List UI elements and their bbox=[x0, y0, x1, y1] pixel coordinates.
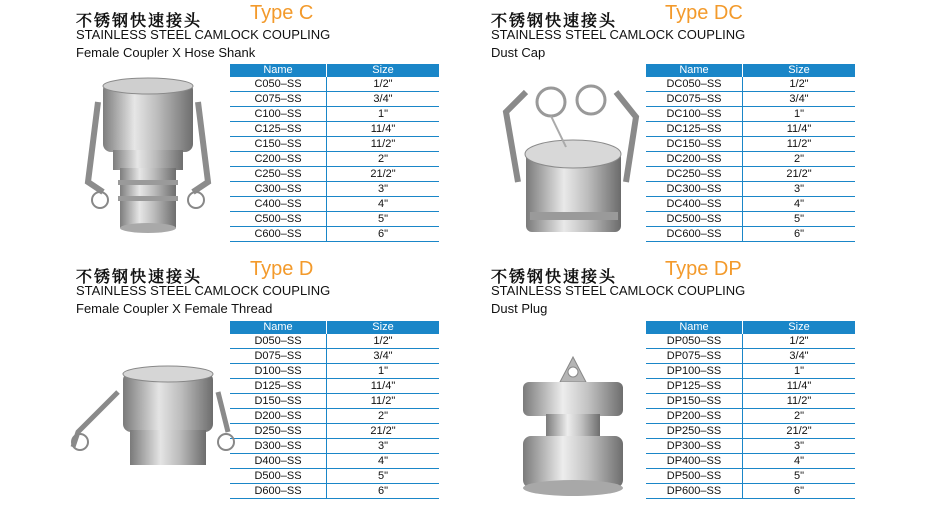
col-header-size: Size bbox=[743, 321, 856, 334]
model-name-cell: DP600–SS bbox=[646, 484, 743, 499]
size-cell: 1/2" bbox=[327, 77, 440, 92]
table-row bbox=[646, 349, 855, 364]
table-row bbox=[646, 424, 855, 439]
size-cell: 3/4" bbox=[327, 349, 440, 364]
type-dp-dust-plug-image bbox=[508, 352, 638, 502]
table-row bbox=[230, 152, 439, 167]
size-cell: 3" bbox=[743, 439, 856, 454]
table-row bbox=[646, 92, 855, 107]
section-c-cn-title: 不锈钢快速接头 bbox=[76, 11, 203, 30]
table-row bbox=[230, 424, 439, 439]
size-cell: 3/4" bbox=[327, 92, 440, 107]
table-row bbox=[230, 349, 439, 364]
table-row bbox=[230, 77, 439, 92]
table-row bbox=[646, 77, 855, 92]
size-cell: 21/2" bbox=[743, 424, 856, 439]
model-name-cell: DC250–SS bbox=[646, 167, 743, 182]
model-name-cell: DP250–SS bbox=[646, 424, 743, 439]
table-row bbox=[646, 364, 855, 379]
table-row bbox=[646, 182, 855, 197]
size-cell: 2" bbox=[743, 152, 856, 167]
size-cell: 3" bbox=[327, 182, 440, 197]
model-name-cell: DP075–SS bbox=[646, 349, 743, 364]
spec-table-c bbox=[230, 64, 439, 242]
size-cell: 1/2" bbox=[743, 334, 856, 349]
section-dp-desc: Dust Plug bbox=[491, 301, 548, 316]
section-c-type: Type C bbox=[250, 2, 314, 24]
section-d-type: Type D bbox=[250, 258, 314, 280]
model-name-cell: D500–SS bbox=[230, 469, 327, 484]
table-row bbox=[230, 334, 439, 349]
table-row bbox=[230, 379, 439, 394]
table-row bbox=[646, 469, 855, 484]
table-row bbox=[230, 469, 439, 484]
model-name-cell: DC600–SS bbox=[646, 227, 743, 242]
model-name-cell: DC400–SS bbox=[646, 197, 743, 212]
col-header-name: Name bbox=[646, 64, 743, 77]
col-header-name: Name bbox=[646, 321, 743, 334]
table-row bbox=[646, 107, 855, 122]
section-dc-desc: Dust Cap bbox=[491, 45, 546, 60]
table-row bbox=[230, 439, 439, 454]
section-dc-type: Type DC bbox=[665, 2, 743, 24]
table-row bbox=[230, 212, 439, 227]
section-d-cn-title: 不锈钢快速接头 bbox=[76, 267, 203, 286]
table-row bbox=[230, 227, 439, 242]
table-row bbox=[646, 409, 855, 424]
table-row bbox=[646, 379, 855, 394]
size-cell: 11/2" bbox=[743, 137, 856, 152]
model-name-cell: DP500–SS bbox=[646, 469, 743, 484]
type-c-coupling-image bbox=[78, 72, 228, 242]
table-row bbox=[646, 122, 855, 137]
size-cell: 6" bbox=[743, 484, 856, 499]
table-row bbox=[230, 409, 439, 424]
table-row bbox=[230, 107, 439, 122]
size-cell: 1" bbox=[327, 364, 440, 379]
model-name-cell: DC075–SS bbox=[646, 92, 743, 107]
size-cell: 1" bbox=[743, 107, 856, 122]
table-row bbox=[646, 212, 855, 227]
size-cell: 21/2" bbox=[743, 167, 856, 182]
model-name-cell: D125–SS bbox=[230, 379, 327, 394]
section-d-desc: Female Coupler X Female Thread bbox=[76, 301, 273, 316]
table-row bbox=[230, 197, 439, 212]
model-name-cell: DC300–SS bbox=[646, 182, 743, 197]
model-name-cell: DP400–SS bbox=[646, 454, 743, 469]
table-row bbox=[646, 137, 855, 152]
model-name-cell: DC125–SS bbox=[646, 122, 743, 137]
model-name-cell: DP200–SS bbox=[646, 409, 743, 424]
section-c-desc: Female Coupler X Hose Shank bbox=[76, 45, 256, 60]
table-row bbox=[230, 454, 439, 469]
section-dc-subtitle: STAINLESS STEEL CAMLOCK COUPLING bbox=[491, 27, 746, 42]
section-dp-type: Type DP bbox=[665, 258, 742, 280]
model-name-cell: DC100–SS bbox=[646, 107, 743, 122]
size-cell: 5" bbox=[327, 212, 440, 227]
size-cell: 11/4" bbox=[743, 379, 856, 394]
size-cell: 21/2" bbox=[327, 424, 440, 439]
size-cell: 3" bbox=[743, 182, 856, 197]
table-row bbox=[646, 334, 855, 349]
model-name-cell: D150–SS bbox=[230, 394, 327, 409]
model-name-cell: DC050–SS bbox=[646, 77, 743, 92]
model-name-cell: D200–SS bbox=[230, 409, 327, 424]
size-cell: 11/2" bbox=[327, 137, 440, 152]
size-cell: 21/2" bbox=[327, 167, 440, 182]
table-row bbox=[230, 137, 439, 152]
model-name-cell: D075–SS bbox=[230, 349, 327, 364]
table-row bbox=[646, 152, 855, 167]
model-name-cell: D250–SS bbox=[230, 424, 327, 439]
size-cell: 2" bbox=[743, 409, 856, 424]
table-row bbox=[646, 197, 855, 212]
table-row bbox=[646, 394, 855, 409]
size-cell: 5" bbox=[743, 469, 856, 484]
table-row bbox=[646, 484, 855, 499]
model-name-cell: DP150–SS bbox=[646, 394, 743, 409]
size-cell: 5" bbox=[327, 469, 440, 484]
size-cell: 4" bbox=[743, 454, 856, 469]
size-cell: 4" bbox=[327, 454, 440, 469]
model-name-cell: D100–SS bbox=[230, 364, 327, 379]
model-name-cell: C200–SS bbox=[230, 152, 327, 167]
model-name-cell: DP125–SS bbox=[646, 379, 743, 394]
col-header-size: Size bbox=[743, 64, 856, 77]
type-d-coupling-image bbox=[68, 352, 238, 472]
table-row bbox=[230, 182, 439, 197]
table-row bbox=[646, 439, 855, 454]
size-cell: 11/4" bbox=[327, 122, 440, 137]
size-cell: 3" bbox=[327, 439, 440, 454]
model-name-cell: DC500–SS bbox=[646, 212, 743, 227]
size-cell: 11/2" bbox=[743, 394, 856, 409]
size-cell: 2" bbox=[327, 152, 440, 167]
model-name-cell: C400–SS bbox=[230, 197, 327, 212]
size-cell: 11/4" bbox=[327, 379, 440, 394]
model-name-cell: D050–SS bbox=[230, 334, 327, 349]
model-name-cell: C050–SS bbox=[230, 77, 327, 92]
model-name-cell: C100–SS bbox=[230, 107, 327, 122]
model-name-cell: C250–SS bbox=[230, 167, 327, 182]
size-cell: 11/2" bbox=[327, 394, 440, 409]
section-dp-subtitle: STAINLESS STEEL CAMLOCK COUPLING bbox=[491, 283, 746, 298]
table-row bbox=[230, 92, 439, 107]
size-cell: 1/2" bbox=[743, 77, 856, 92]
size-cell: 3/4" bbox=[743, 349, 856, 364]
section-c-subtitle: STAINLESS STEEL CAMLOCK COUPLING bbox=[76, 27, 331, 42]
spec-table-dp bbox=[646, 321, 855, 499]
size-cell: 6" bbox=[327, 484, 440, 499]
spec-table-dc bbox=[646, 64, 855, 242]
size-cell: 1" bbox=[327, 107, 440, 122]
table-row bbox=[230, 167, 439, 182]
table-row bbox=[230, 484, 439, 499]
spec-table-d bbox=[230, 321, 439, 499]
model-name-cell: DP100–SS bbox=[646, 364, 743, 379]
model-name-cell: DC200–SS bbox=[646, 152, 743, 167]
model-name-cell: D300–SS bbox=[230, 439, 327, 454]
table-row bbox=[230, 122, 439, 137]
model-name-cell: D400–SS bbox=[230, 454, 327, 469]
model-name-cell: C125–SS bbox=[230, 122, 327, 137]
model-name-cell: C600–SS bbox=[230, 227, 327, 242]
model-name-cell: C075–SS bbox=[230, 92, 327, 107]
model-name-cell: DC150–SS bbox=[646, 137, 743, 152]
model-name-cell: C500–SS bbox=[230, 212, 327, 227]
type-dc-dust-cap-image bbox=[496, 72, 646, 242]
section-dc-cn-title: 不锈钢快速接头 bbox=[491, 11, 618, 30]
table-row bbox=[646, 454, 855, 469]
model-name-cell: C300–SS bbox=[230, 182, 327, 197]
size-cell: 4" bbox=[743, 197, 856, 212]
table-row bbox=[230, 364, 439, 379]
size-cell: 1" bbox=[743, 364, 856, 379]
section-dp-cn-title: 不锈钢快速接头 bbox=[491, 267, 618, 286]
size-cell: 6" bbox=[743, 227, 856, 242]
size-cell: 3/4" bbox=[743, 92, 856, 107]
col-header-size: Size bbox=[327, 321, 440, 334]
col-header-name: Name bbox=[230, 64, 327, 77]
table-row bbox=[230, 394, 439, 409]
size-cell: 6" bbox=[327, 227, 440, 242]
col-header-name: Name bbox=[230, 321, 327, 334]
size-cell: 1/2" bbox=[327, 334, 440, 349]
size-cell: 4" bbox=[327, 197, 440, 212]
table-row bbox=[646, 167, 855, 182]
size-cell: 2" bbox=[327, 409, 440, 424]
col-header-size: Size bbox=[327, 64, 440, 77]
model-name-cell: DP050–SS bbox=[646, 334, 743, 349]
model-name-cell: C150–SS bbox=[230, 137, 327, 152]
section-d-subtitle: STAINLESS STEEL CAMLOCK COUPLING bbox=[76, 283, 331, 298]
model-name-cell: DP300–SS bbox=[646, 439, 743, 454]
size-cell: 5" bbox=[743, 212, 856, 227]
size-cell: 11/4" bbox=[743, 122, 856, 137]
model-name-cell: D600–SS bbox=[230, 484, 327, 499]
table-row bbox=[646, 227, 855, 242]
